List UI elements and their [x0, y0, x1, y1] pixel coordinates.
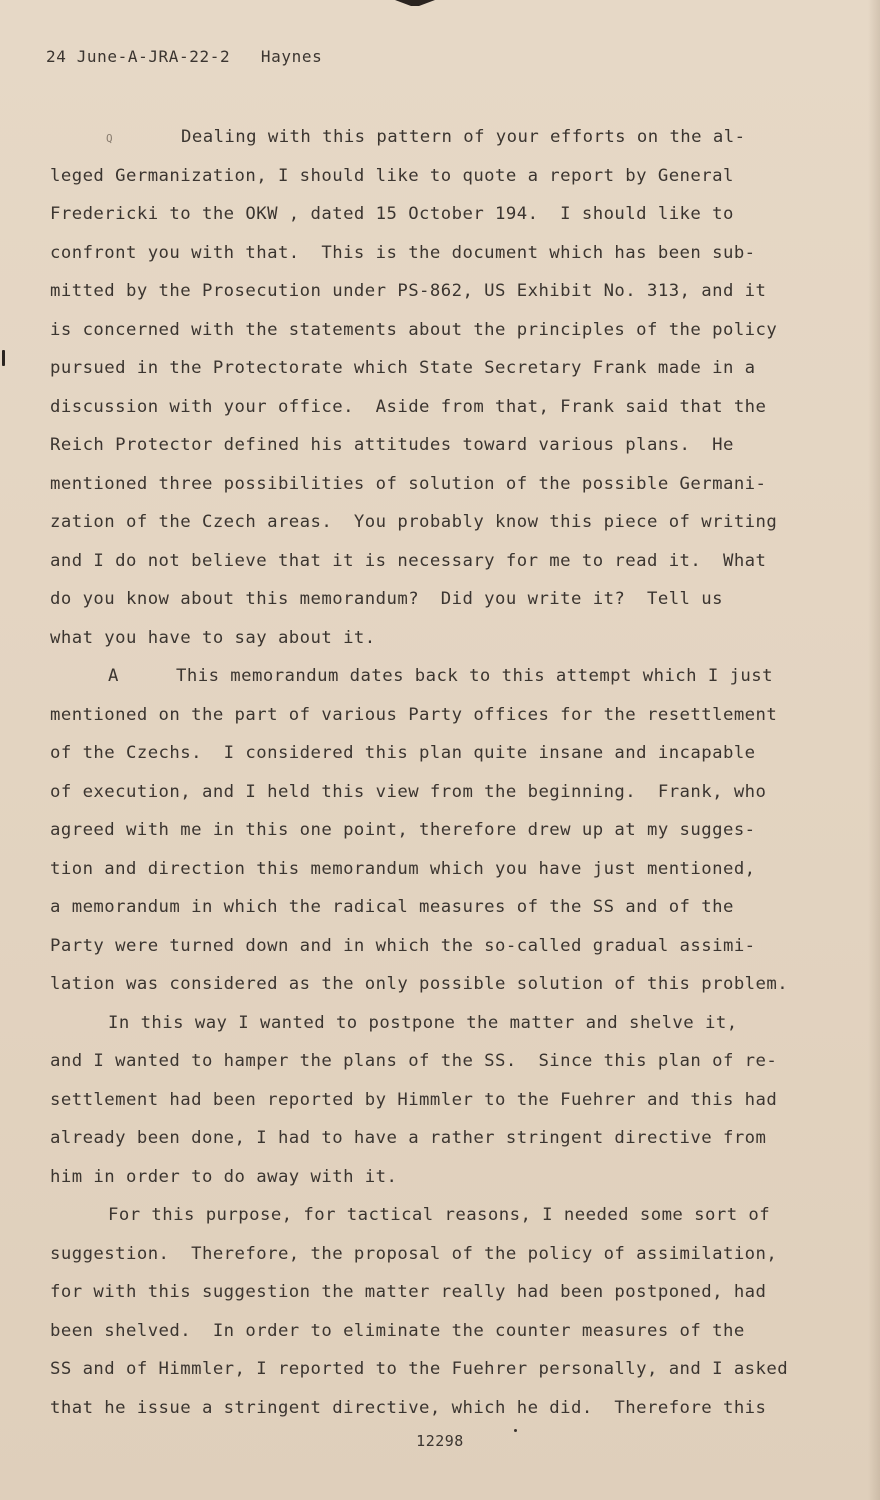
- page-edge-shadow: [868, 0, 880, 1500]
- text-line: tion and direction this memorandum which you have just mentioned,: [50, 858, 756, 879]
- text-line: been shelved. In order to eliminate the counter measures of the: [50, 1320, 745, 1341]
- top-notch: [395, 0, 435, 6]
- text-line: a memorandum in which the radical measures of the SS and of the: [50, 897, 734, 917]
- margin-mark: [2, 350, 5, 366]
- text-line: suggestion. Therefore, the proposal of the policy of assimilation,: [50, 1243, 778, 1264]
- text-line: do you know about this memorandum? Did you write it? Tell us: [50, 589, 723, 609]
- page-number: 12298: [416, 1432, 464, 1450]
- text-line: zation of the Czech areas. You probably know this piece of writing: [50, 512, 778, 532]
- answer-marker: A: [108, 666, 119, 686]
- text-line: confront you with that. This is the document which has been sub-: [50, 242, 756, 263]
- text-line: and I wanted to hamper the plans of the SS. Since this plan of re-: [50, 1051, 778, 1071]
- text-line: and I do not believe that it is necessary for me to read it. What: [50, 550, 767, 571]
- text-line: for with this suggestion the matter really had been postponed, had: [50, 1282, 767, 1302]
- text-line: mitted by the Prosecution under PS-862, US Exhibit No. 313, and it: [50, 281, 767, 301]
- text-line: Reich Protector defined his attitudes toward various plans. He: [50, 435, 734, 455]
- text-line: agreed with me in this one point, therefore drew up at my sugges-: [50, 820, 756, 840]
- text-line: settlement had been reported by Himmler to the Fuehrer and this had: [50, 1089, 778, 1110]
- header-reference: 24 June-A-JRA-22-2: [46, 47, 231, 66]
- text-line: mentioned on the part of various Party offices for the resettlement: [50, 704, 778, 725]
- transcript-body: [50, 118, 840, 1427]
- text-line: Q Dealing with this pattern of your efforts on the al-: [50, 118, 840, 157]
- text-line: of execution, and I held this view from the beginning. Frank, who: [50, 781, 767, 802]
- text-line: him in order to do away with it.: [50, 1166, 398, 1187]
- text-line: that he issue a stringent directive, which he did. Therefore this: [50, 1397, 767, 1418]
- text-line: In this way I wanted to postpone the matter and shelve it,: [108, 1012, 738, 1033]
- text-line: mentioned three possibilities of solution of the possible Germani-: [50, 473, 767, 494]
- page-header: [46, 47, 322, 66]
- question-marker: Q: [106, 132, 114, 145]
- text-line: Party were turned down and in which the so-called gradual assimi-: [50, 935, 756, 956]
- text-line: is concerned with the statements about the principles of the policy: [50, 319, 778, 340]
- text-line: lation was considered as the only possible solution of this problem.: [50, 974, 789, 994]
- text-line: already been done, I had to have a rather stringent directive from: [50, 1128, 767, 1148]
- text-line: pursued in the Protectorate which State Secretary Frank made in a: [50, 358, 756, 378]
- text-line: Fredericki to the OKW , dated 15 October 194. I should like to: [50, 204, 734, 224]
- text-line: A This memorandum dates back to this attempt which I just: [50, 657, 840, 696]
- text-line: of the Czechs. I considered this plan quite insane and incapable: [50, 743, 756, 763]
- header-reporter: Haynes: [260, 47, 323, 66]
- text-line: For this purpose, for tactical reasons, I needed some sort of: [108, 1205, 771, 1225]
- text-line: discussion with your office. Aside from that, Frank said that the: [50, 396, 767, 417]
- text-line: leged Germanization, I should like to quote a report by General: [50, 165, 734, 186]
- text-line: SS and of Himmler, I reported to the Fuehrer personally, and I asked: [50, 1359, 789, 1379]
- text-line: what you have to say about it.: [50, 627, 376, 648]
